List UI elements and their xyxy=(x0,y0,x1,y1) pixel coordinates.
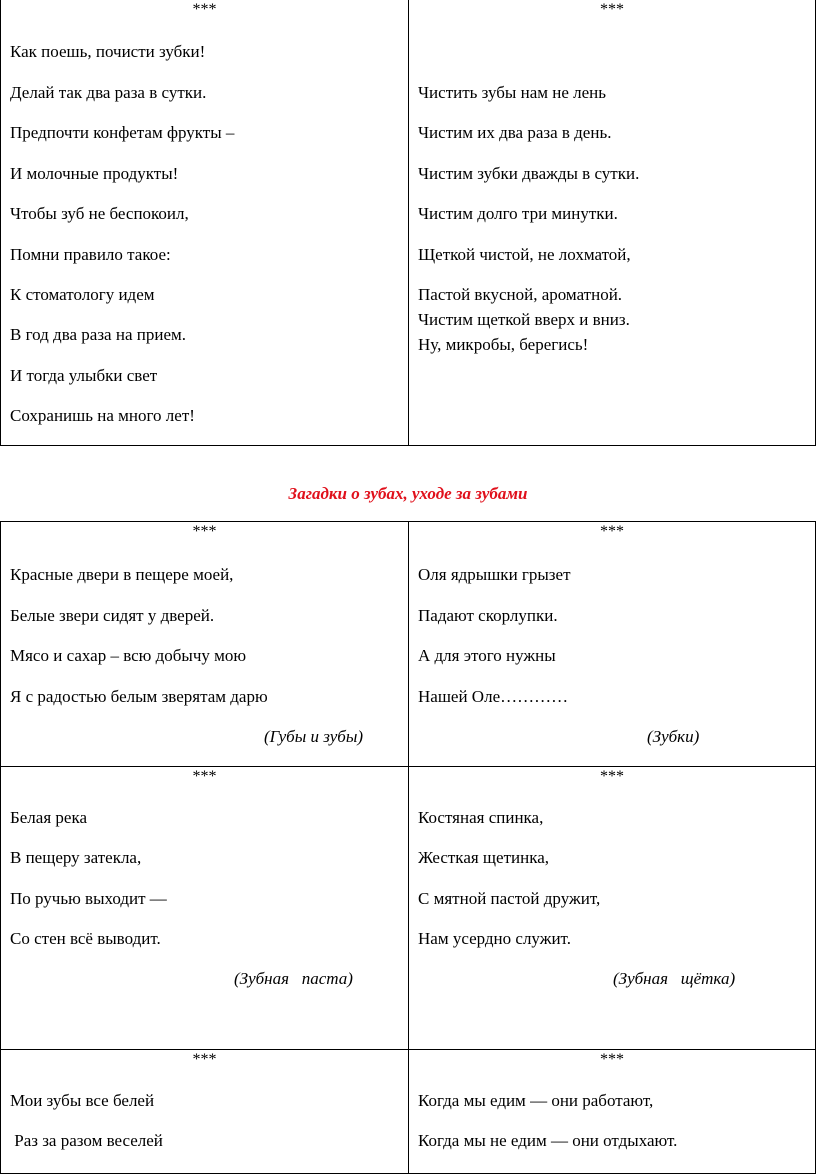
riddle-line: Раз за разом веселей xyxy=(10,1131,163,1150)
poem-line: Щеткой чистой, не лохматой, xyxy=(418,245,631,264)
stars-separator: *** xyxy=(600,768,624,785)
stars-separator: *** xyxy=(600,523,624,540)
poem-line: И тогда улыбки свет xyxy=(10,366,158,385)
poems-table xyxy=(0,0,816,446)
riddle-line: Оля ядрышки грызет xyxy=(418,565,571,584)
poem-line: Ну, микробы, берегись! xyxy=(418,335,589,354)
poem-cell-right xyxy=(409,0,816,446)
riddle-answer: (Зубки) xyxy=(647,727,700,746)
poem-line: Чистить зубы нам не лень xyxy=(418,83,607,102)
riddle-line: Белая река xyxy=(10,808,87,827)
riddle-line: Когда мы не едим — они отдыхают. xyxy=(418,1131,678,1150)
riddle-line: Я с радостью белым зверятам дарю xyxy=(10,687,268,706)
riddle-line: Нашей Оле………… xyxy=(418,687,569,706)
riddle-cell xyxy=(409,522,816,767)
poem-line: Чистим зубки дважды в сутки. xyxy=(418,164,640,183)
riddle-line: По ручью выходит — xyxy=(10,889,167,908)
poem-line: Чистим щеткой вверх и вниз. xyxy=(418,310,630,329)
riddle-line: Со стен всё выводит. xyxy=(10,929,161,948)
poem-line: И молочные продукты! xyxy=(10,164,179,183)
poem-line: Предпочти конфетам фрукты – xyxy=(10,123,235,142)
poem-line: Как поешь, почисти зубки! xyxy=(10,42,206,61)
riddles-table xyxy=(0,521,816,1174)
riddle-cell xyxy=(409,767,816,1050)
stars-separator: *** xyxy=(192,1051,217,1068)
riddle-line: Костяная спинка, xyxy=(418,808,544,827)
poem-line: Помни правило такое: xyxy=(10,245,171,264)
riddle-cell xyxy=(1,767,409,1050)
riddle-answer: (Зубная щётка) xyxy=(613,969,736,988)
riddle-line: Мои зубы все белей xyxy=(10,1091,155,1110)
riddle-line: Нам усердно служит. xyxy=(418,929,571,948)
poem-line: Сохранишь на много лет! xyxy=(10,406,195,425)
poem-cell-left xyxy=(1,0,409,446)
poem-line: К стоматологу идем xyxy=(10,285,155,304)
riddle-line: Жесткая щетинка, xyxy=(418,848,549,867)
riddle-line: А для этого нужны xyxy=(418,646,556,665)
poem-line: Пастой вкусной, ароматной. xyxy=(418,285,623,304)
stars-separator: *** xyxy=(192,1,217,18)
poem-line: Делай так два раза в сутки. xyxy=(10,83,207,102)
riddle-line: Падают скорлупки. xyxy=(418,606,558,625)
section-title: Загадки о зубах, уходе за зубами xyxy=(288,484,528,503)
riddle-line: С мятной пастой дружит, xyxy=(418,889,601,908)
riddle-line: Красные двери в пещере моей, xyxy=(10,565,234,584)
riddle-answer: (Зубная паста) xyxy=(234,969,353,988)
riddle-line: Когда мы едим — они работают, xyxy=(418,1091,654,1110)
stars-separator: *** xyxy=(192,768,217,785)
poem-line: В год два раза на прием. xyxy=(10,325,186,344)
riddle-cell xyxy=(1,522,409,767)
riddle-line: Белые звери сидят у дверей. xyxy=(10,606,215,625)
poem-line: Чтобы зуб не беспокоил, xyxy=(10,204,189,223)
riddle-line: Мясо и сахар – всю добычу мою xyxy=(10,646,247,665)
stars-separator: *** xyxy=(600,1051,624,1068)
stars-separator: *** xyxy=(600,1,624,18)
riddle-answer: (Губы и зубы) xyxy=(264,727,363,746)
poem-line: Чистим их два раза в день. xyxy=(418,123,612,142)
riddle-cell xyxy=(409,1050,816,1174)
stars-separator: *** xyxy=(192,523,217,540)
riddle-cell xyxy=(1,1050,409,1174)
riddle-line: В пещеру затекла, xyxy=(10,848,142,867)
poem-line: Чистим долго три минутки. xyxy=(418,204,618,223)
